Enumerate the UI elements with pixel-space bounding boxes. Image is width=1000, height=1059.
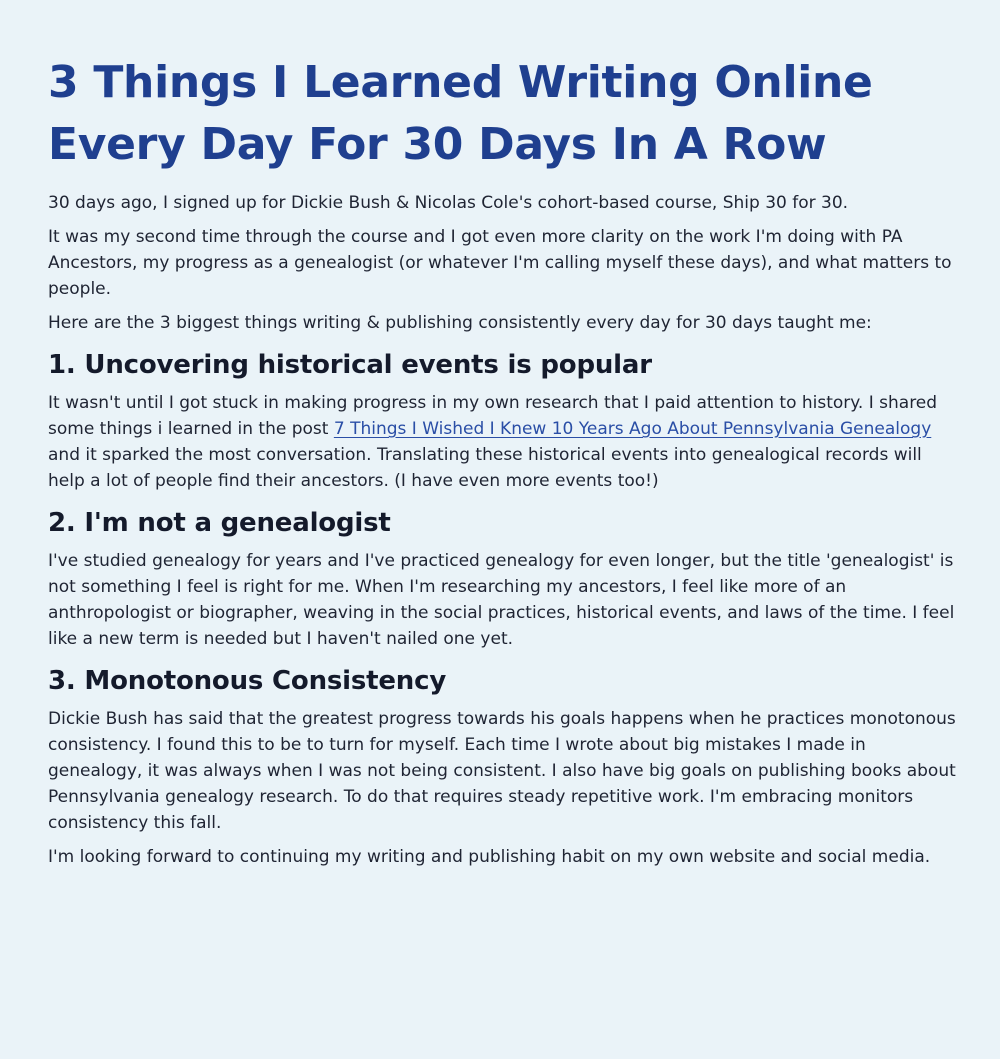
section-1-paragraph bbox=[48, 390, 956, 494]
section-1-text-after-link: and it sparked the most conversation. Translating these historical events into genealogical records will help a lot of people find their ancestors. (I have even more events too!) bbox=[48, 445, 922, 491]
section-2-paragraph: I've studied genealogy for years and I've practiced genealogy for even longer, but the title 'genealogist' is not something I feel is right for me. When I'm researching my ancestors, I feel like more of an anthropologist or biographer, weaving in the social practices, historical events, and laws of the time. I feel like a new term is needed but I haven't nailed one yet. bbox=[48, 551, 955, 649]
intro-paragraph-3: Here are the 3 biggest things writing & publishing consistently every day for 30 days taught me: bbox=[48, 313, 872, 333]
article bbox=[48, 52, 956, 878]
closing-paragraph: I'm looking forward to continuing my writing and publishing habit on my own website and social media. bbox=[48, 847, 931, 867]
article-title: 3 Things I Learned Writing Online Every Day For 30 Days In A Row bbox=[48, 57, 873, 170]
section-1-text-before-link: It wasn't until I got stuck in making progress in my own research that I paid attention to history. I shared some things i learned in the post bbox=[48, 393, 938, 439]
pennsylvania-genealogy-post-link[interactable]: 7 Things I Wished I Knew 10 Years Ago About Pennsylvania Genealogy bbox=[333, 419, 932, 439]
intro-paragraph-2: It was my second time through the course and I got even more clarity on the work I'm doing with PA Ancestors, my progress as a genealogist (or whatever I'm calling myself these days), and what matters to people. bbox=[48, 227, 952, 299]
intro-paragraph-1: 30 days ago, I signed up for Dickie Bush & Nicolas Cole's cohort-based course, Ship 30 for 30. bbox=[48, 193, 849, 213]
section-1-heading: 1. Uncovering historical events is popular bbox=[48, 350, 652, 380]
section-3-heading: 3. Monotonous Consistency bbox=[48, 666, 447, 696]
section-3-paragraph: Dickie Bush has said that the greatest progress towards his goals happens when he practices monotonous consistency. I found this to be to turn for myself. Each time I wrote about big mistakes I made in genealogy, it was always when I was not being consistent. I also have big goals on publishing books about Pennsylvania genealogy research. To do that requires steady repetitive work. I'm embracing monitors consistency this fall. bbox=[48, 709, 956, 833]
section-2-heading: 2. I'm not a genealogist bbox=[48, 508, 391, 538]
